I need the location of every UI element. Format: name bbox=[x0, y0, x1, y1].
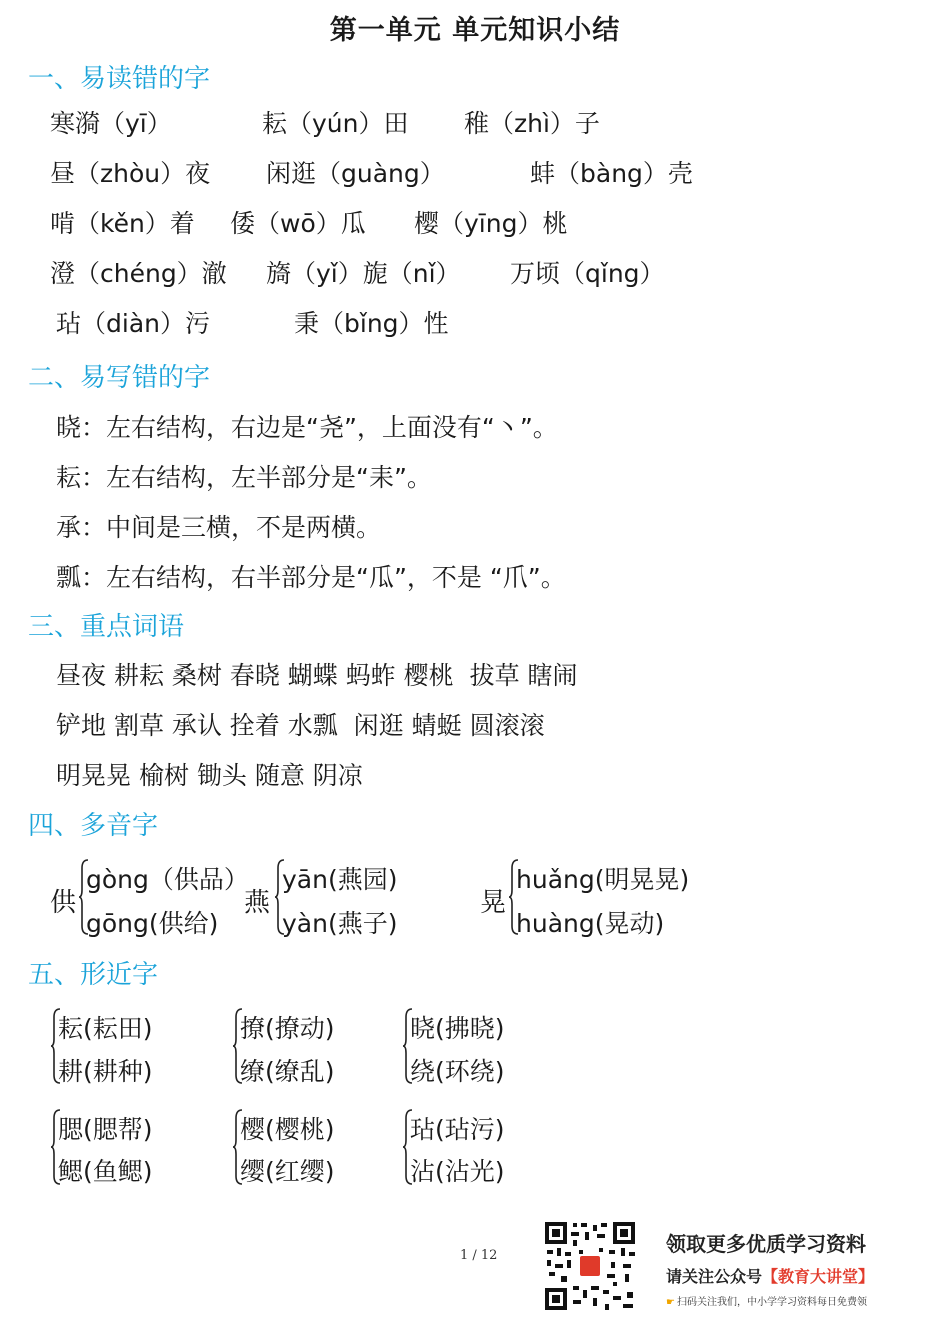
similar-char: 耘(耘田) bbox=[58, 1014, 153, 1043]
writing-note: 承：中间是三横，不是两横。 bbox=[56, 513, 382, 542]
page-title: 第一单元 单元知识小结 bbox=[329, 15, 621, 46]
polyphone-char: 燕 bbox=[244, 888, 271, 918]
reading-item: 玷（diàn）污 bbox=[56, 309, 210, 338]
section-heading-1: 一、易读错的字 bbox=[28, 64, 211, 94]
word-list-line: 铲地 割草 承认 拴着 水瓢 闲逛 蜻蜓 圆滚滚 bbox=[56, 711, 545, 740]
promo-headline: 领取更多优质学习资料 bbox=[666, 1232, 866, 1256]
polyphone-reading: gōng(供给) bbox=[86, 909, 219, 938]
promo-note-text: 扫码关注我们，中小学学习资料每日免费领 bbox=[676, 1297, 867, 1308]
reading-item: 闲逛（guàng） bbox=[266, 159, 445, 188]
reading-item: 倭（wō）瓜 bbox=[230, 209, 366, 238]
polyphone-char: 供 bbox=[50, 888, 77, 918]
similar-char: 樱(樱桃) bbox=[240, 1115, 335, 1144]
page-number: 1 / 12 bbox=[460, 1248, 498, 1263]
polyphone-reading: gòng（供品） bbox=[86, 865, 249, 894]
similar-char: 缭(缭乱) bbox=[240, 1057, 335, 1086]
reading-item: 万顷（qǐng） bbox=[510, 259, 665, 288]
reading-item: 澄（chéng）澈 bbox=[50, 259, 227, 288]
similar-char: 沾(沾光) bbox=[410, 1157, 505, 1186]
similar-char: 撩(撩动) bbox=[240, 1014, 335, 1043]
section-heading-3: 三、重点词语 bbox=[28, 612, 185, 642]
reading-item: 耘（yún）田 bbox=[262, 109, 409, 138]
similar-char: 晓(拂晓) bbox=[410, 1014, 505, 1043]
polyphone-reading: huàng(晃动) bbox=[516, 909, 665, 938]
reading-item: 秉（bǐng）性 bbox=[294, 309, 449, 338]
similar-char: 腮(腮帮) bbox=[58, 1115, 153, 1144]
writing-note: 晓：左右结构，右边是“尧”，上面没有“丶”。 bbox=[56, 413, 558, 442]
reading-item: 旖（yǐ）旎（nǐ） bbox=[266, 259, 461, 288]
section-heading-4: 四、多音字 bbox=[28, 811, 159, 841]
similar-char: 耕(耕种) bbox=[58, 1057, 153, 1086]
promo-account-name: 【教育大讲堂】 bbox=[762, 1267, 875, 1286]
polyphone-char: 晃 bbox=[480, 888, 507, 918]
word-list-line: 明晃晃 榆树 锄头 随意 阴凉 bbox=[56, 761, 363, 790]
word-list-line: 昼夜 耕耘 桑树 春晓 蝴蝶 蚂蚱 樱桃 拔草 瞎闹 bbox=[56, 661, 578, 690]
similar-char: 鳃(鱼鳃) bbox=[58, 1157, 153, 1186]
reading-item: 昼（zhòu）夜 bbox=[50, 159, 211, 188]
polyphone-reading: huǎng(明晃晃) bbox=[516, 865, 690, 894]
polyphone-reading: yàn(燕子) bbox=[282, 909, 398, 938]
reading-item: 寒漪（yī） bbox=[50, 109, 172, 138]
writing-note: 耘：左右结构，左半部分是“耒”。 bbox=[56, 463, 432, 492]
polyphone-reading: yān(燕园) bbox=[282, 865, 398, 894]
writing-note: 瓢：左右结构，右半部分是“瓜”，不是 “爪”。 bbox=[56, 563, 566, 592]
promo-subline bbox=[666, 1264, 874, 1287]
pointing-hand-icon: ☛ bbox=[666, 1297, 675, 1308]
qr-code-icon[interactable] bbox=[543, 1220, 637, 1312]
reading-item: 稚（zhì）子 bbox=[464, 109, 600, 138]
section-heading-2: 二、易写错的字 bbox=[28, 363, 211, 393]
qr-logo-icon bbox=[578, 1254, 602, 1278]
reading-item: 樱（yīng）桃 bbox=[414, 209, 568, 238]
similar-char: 绕(环绕) bbox=[410, 1057, 505, 1086]
similar-char: 玷(玷污) bbox=[410, 1115, 505, 1144]
reading-item: 蚌（bàng）壳 bbox=[530, 159, 693, 188]
promo-follow-text: 请关注公众号 bbox=[666, 1267, 763, 1286]
section-heading-5: 五、形近字 bbox=[28, 960, 159, 990]
promo-note bbox=[666, 1293, 867, 1308]
reading-item: 啃（kěn）着 bbox=[50, 209, 195, 238]
similar-char: 缨(红缨) bbox=[240, 1157, 335, 1186]
